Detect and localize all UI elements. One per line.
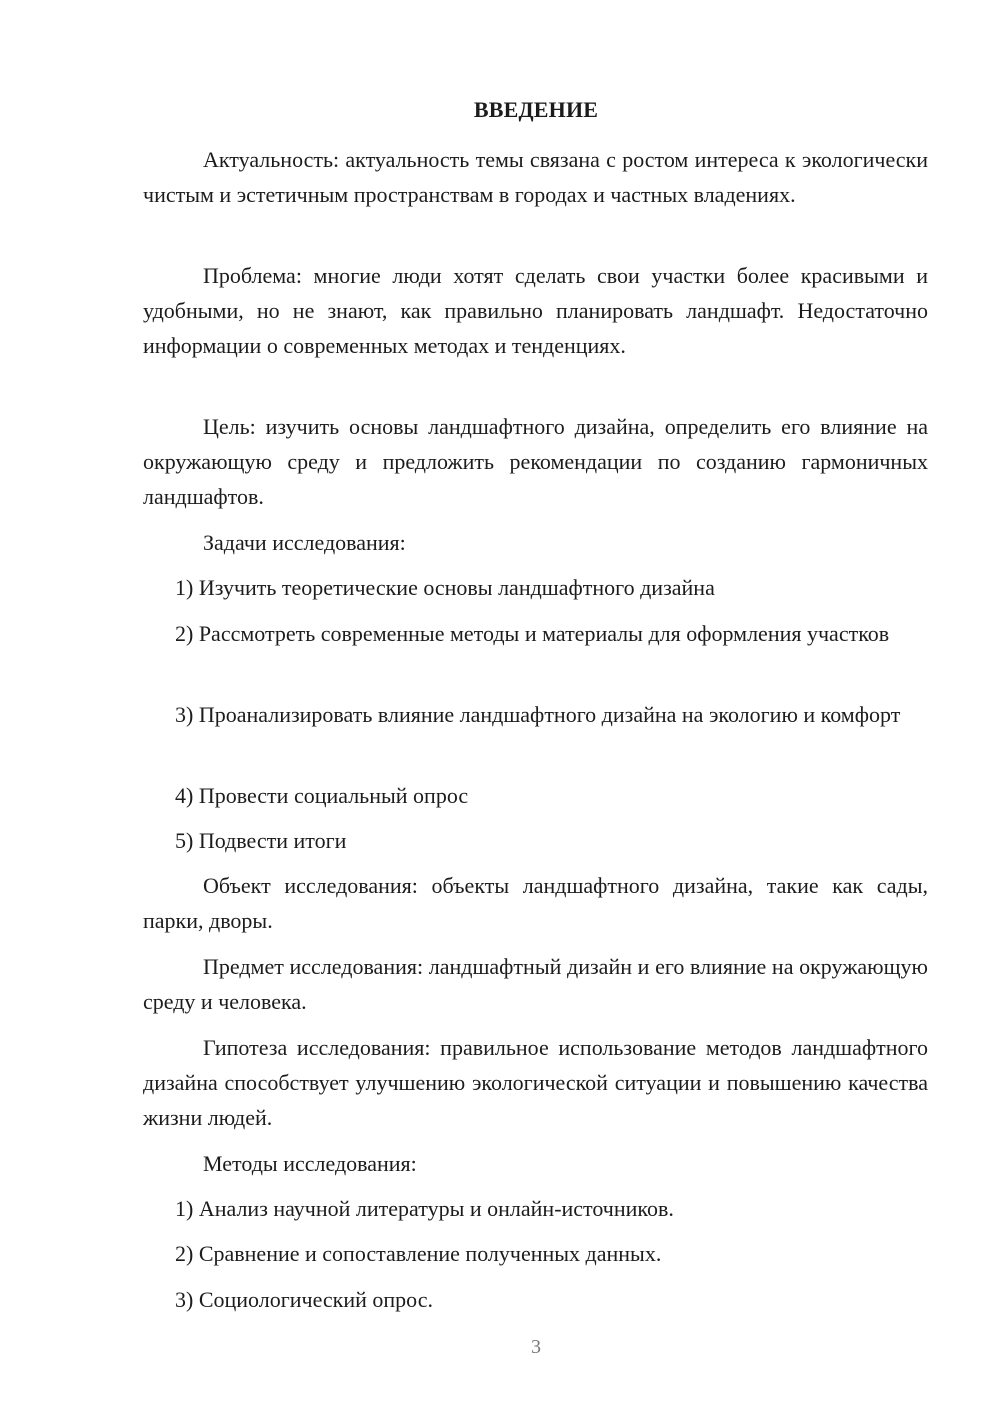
task-item-3: 3) Проанализировать влияние ландшафтного дизайна на экологию и комфорт — [175, 702, 901, 727]
method-item-3: 3) Социологический опрос. — [175, 1287, 433, 1312]
page-number: 3 — [531, 1336, 541, 1358]
goal-paragraph: Цель: изучить основы ландшафтного дизайна, определить его влияние на окружающую среду и предложить рекомендации по созданию гармоничных ландшафтов. — [143, 414, 928, 509]
task-item-5: 5) Подвести итоги — [175, 828, 347, 853]
task-item-4: 4) Провести социальный опрос — [175, 783, 469, 808]
methods-heading: Методы исследования: — [203, 1151, 417, 1176]
object-paragraph: Объект исследования: объекты ландшафтного дизайна, такие как сады, парки, дворы. — [143, 873, 928, 933]
tasks-heading: Задачи исследования: — [203, 530, 406, 555]
task-item-2: 2) Рассмотреть современные методы и материалы для оформления участков — [175, 621, 890, 646]
relevance-paragraph: Актуальность: актуальность темы связана с ростом интереса к экологически чистым и эстетичным пространствам в городах и частных владениях. — [143, 147, 928, 207]
hypothesis-paragraph: Гипотеза исследования: правильное использование методов ландшафтного дизайна способствует улучшению экологической ситуации и повышению качества жизни людей. — [143, 1035, 928, 1130]
method-item-2: 2) Сравнение и сопоставление полученных данных. — [175, 1241, 662, 1266]
subject-paragraph: Предмет исследования: ландшафтный дизайн и его влияние на окружающую среду и человека. — [143, 954, 928, 1014]
task-item-1: 1) Изучить теоретические основы ландшафтного дизайна — [175, 575, 715, 600]
method-item-1: 1) Анализ научной литературы и онлайн-источников. — [175, 1196, 674, 1221]
page-title: ВВЕДЕНИЕ — [473, 97, 599, 122]
problem-paragraph: Проблема: многие люди хотят сделать свои участки более красивыми и удобными, но не знают, как правильно планировать ландшафт. Недостаточно информации о современных методах и тенденциях. — [143, 263, 928, 358]
